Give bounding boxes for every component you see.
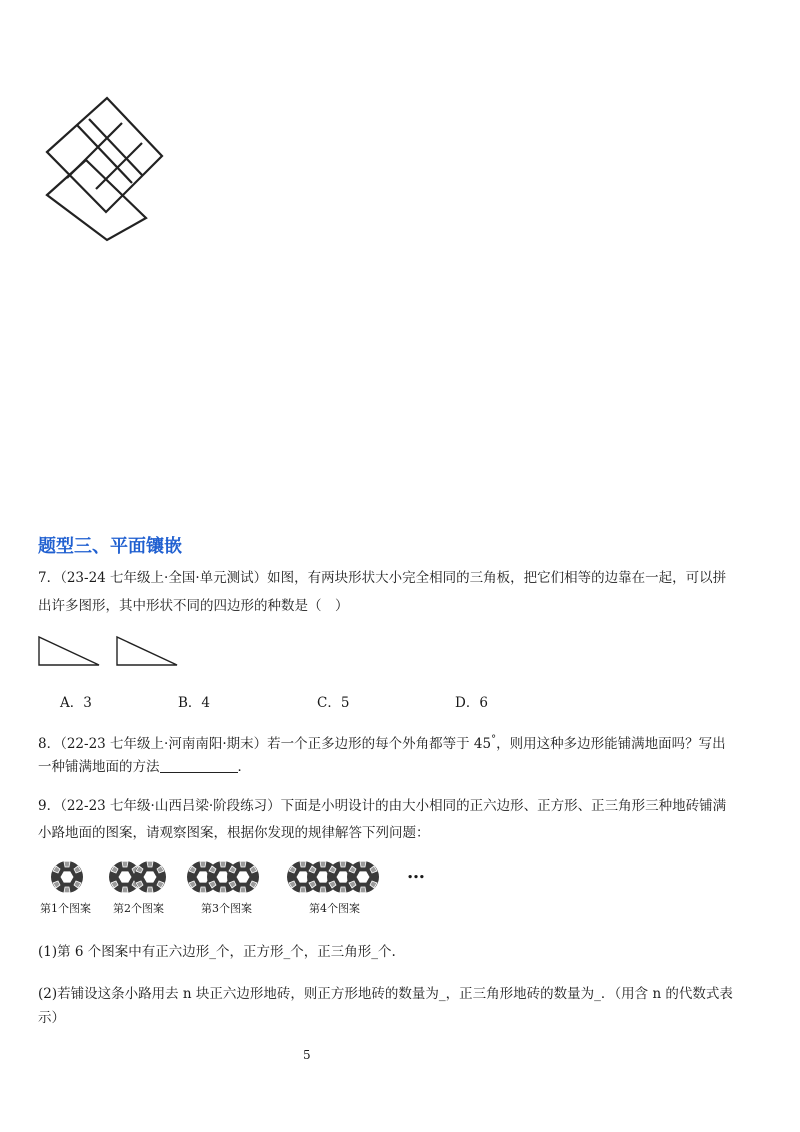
- q9-line2: 小路地面的图案，请观察图案，根据你发现的规律解答下列问题：: [38, 825, 430, 841]
- pattern-ellipsis: …: [407, 862, 425, 883]
- pattern-caption-2: 第2个图案: [113, 902, 164, 915]
- q9-sub1: (1)第 6 个图案中有正六边形_个，正方形_个，正三角形_个.: [38, 944, 396, 960]
- pattern-2: [109, 861, 166, 893]
- answer-blank[interactable]: [160, 758, 238, 773]
- q8-line2: [38, 757, 251, 777]
- q7-line2: 出许多图形，其中形状不同的四边形的种数是（ ）: [38, 598, 349, 614]
- q7-option-a[interactable]: A．3: [60, 695, 92, 711]
- q7-option-b[interactable]: B．4: [178, 695, 211, 711]
- pattern-caption-1: 第1个图案: [40, 902, 91, 915]
- pattern-1: [51, 861, 83, 893]
- q7-option-d[interactable]: D．6: [455, 695, 488, 711]
- squares-figure: [40, 92, 175, 247]
- q7-option-c[interactable]: C．5: [317, 695, 350, 711]
- pattern-caption-3: 第3个图案: [201, 902, 252, 915]
- q9-sub2-line2: 示）: [38, 1010, 65, 1026]
- pattern-4: [287, 861, 379, 893]
- page-number: 5: [303, 1048, 311, 1062]
- q9-sub2-line1: (2)若铺设这条小路用去 n 块正六边形地砖，则正方形地砖的数量为_，正三角形地砖的数量为_．（用含 n 的代数式表: [38, 986, 733, 1002]
- pattern-3: [187, 861, 259, 893]
- q8-line2-text-a: 一种铺满地面的方法: [38, 759, 160, 775]
- q8-line1-text-a: 8．（22-23 七年级上·河南南阳·期末）若一个正多边形的每个外角都等于 45: [38, 736, 492, 752]
- pattern-caption-4: 第4个图案: [309, 902, 360, 915]
- tile-patterns-figure: [0, 850, 460, 900]
- q7-line1: 7．（23-24 七年级上·全国·单元测试）如图，有两块形状大小完全相同的三角板，把它们相等的边靠在一起，可以拼: [38, 570, 727, 586]
- q8-line1-text-b: ，则用这种多边形能铺满地面吗？写出: [496, 736, 726, 752]
- q9-line1: 9．（22-23 七年级·山西吕梁·阶段练习）下面是小明设计的由大小相同的正六边形、正方形、正三角形三种地砖铺满: [38, 798, 727, 814]
- triangle-boards-figure: [36, 634, 186, 670]
- degree-symbol: °: [491, 734, 497, 745]
- q8-line2-text-b: ．: [237, 759, 251, 775]
- q8-line1: [38, 730, 726, 754]
- section-heading: 题型三、平面镶嵌: [38, 536, 182, 557]
